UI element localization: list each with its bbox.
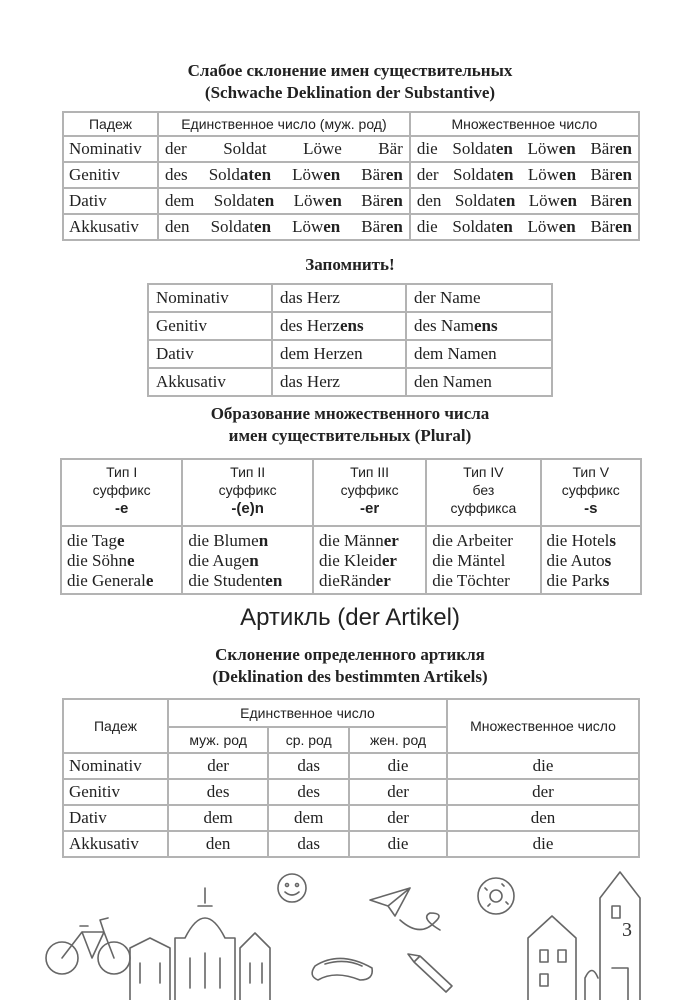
word-form: Soldaten	[208, 165, 272, 184]
table-row	[63, 753, 639, 779]
table-row	[63, 188, 639, 214]
word-form: Soldaten	[213, 191, 275, 210]
word-form: Bären	[361, 191, 403, 210]
table-row	[148, 312, 552, 340]
word-form: Soldaten	[452, 165, 514, 184]
plural-example: die Blumen	[188, 531, 269, 550]
plural-examples	[426, 526, 540, 594]
word-form: den Namen	[414, 372, 492, 391]
word-form: Löwen	[292, 217, 341, 236]
word-cell	[406, 312, 552, 340]
article-feminine: der	[349, 779, 447, 805]
article-title	[0, 644, 700, 688]
article-neuter: das	[268, 753, 349, 779]
table-row	[148, 284, 552, 312]
plural-example: die Autos	[546, 551, 612, 570]
article-feminine: der	[349, 805, 447, 831]
word-form: Bären	[590, 191, 632, 210]
header-feminine: жен. род	[349, 727, 447, 753]
plural-examples	[61, 526, 182, 594]
word-form: das Herz	[280, 288, 340, 307]
plural-table	[60, 458, 642, 595]
weak-title-ru: Слабое склонение имен существительных	[187, 61, 513, 80]
plural-example: die Generale	[67, 571, 154, 590]
case-label: Genitiv	[148, 312, 272, 340]
case-label: Dativ	[63, 188, 158, 214]
plural-type-header: Тип I суффикс -e	[61, 459, 182, 526]
case-label: Genitiv	[63, 162, 158, 188]
case-label: Akkusativ	[63, 831, 168, 857]
word-cell	[272, 284, 406, 312]
header-neuter: ср. род	[268, 727, 349, 753]
building-icon	[130, 888, 270, 1000]
word-form: Löwen	[527, 165, 577, 184]
plural-example: die Parks	[546, 571, 610, 590]
word-form: den	[416, 191, 442, 210]
singular-cell	[158, 162, 410, 188]
word-form: Soldaten	[454, 191, 516, 210]
pencil-icon	[408, 954, 452, 992]
article-table	[62, 698, 640, 858]
singular-cell	[158, 188, 410, 214]
case-label: Akkusativ	[63, 214, 158, 240]
plural-cell	[410, 162, 639, 188]
case-label: Nominativ	[148, 284, 272, 312]
word-form: Bären	[590, 165, 632, 184]
word-form: der	[165, 139, 187, 158]
plural-example: die Söhne	[67, 551, 135, 570]
smiley-icon	[278, 874, 306, 902]
case-label: Nominativ	[63, 136, 158, 162]
article-title-de: (Deklination des bestimmten Artikels)	[212, 667, 488, 686]
article-title-ru: Склонение определенного артикля	[215, 645, 485, 664]
word-form: Löwe	[303, 139, 342, 158]
header-singular: Единственное число (муж. род)	[158, 112, 410, 136]
table-row	[148, 340, 552, 368]
word-cell	[272, 340, 406, 368]
plural-type-header: Тип III суффикс -er	[313, 459, 426, 526]
bicycle-icon	[46, 918, 130, 974]
hotdog-icon	[312, 958, 372, 980]
word-form: Bär	[378, 139, 403, 158]
article-neuter: dem	[268, 805, 349, 831]
word-cell	[406, 368, 552, 396]
plural-example: die Tage	[67, 531, 125, 550]
plural-example: dieRänder	[319, 571, 391, 590]
article-feminine: die	[349, 753, 447, 779]
plural-cell	[410, 136, 639, 162]
word-form: des Herzens	[280, 316, 364, 335]
header-masculine: муж. род	[168, 727, 268, 753]
article-plural: den	[447, 805, 639, 831]
article-feminine: die	[349, 831, 447, 857]
table-row	[63, 805, 639, 831]
word-form: Soldaten	[452, 139, 513, 158]
word-form: Bären	[361, 165, 403, 184]
plural-type-header: Тип V суффикс -s	[541, 459, 641, 526]
word-form: Bären	[590, 217, 632, 236]
plural-type-header: Тип IV без суффикса	[426, 459, 540, 526]
word-form: dem	[165, 191, 195, 210]
article-plural: die	[447, 831, 639, 857]
table-row	[148, 368, 552, 396]
page-number: 3	[622, 919, 632, 941]
case-label: Nominativ	[63, 753, 168, 779]
word-form: den	[165, 217, 190, 236]
header-plural: Множественное число	[447, 699, 639, 753]
plural-cell	[410, 214, 639, 240]
decorative-doodles	[0, 858, 700, 1000]
word-form: die	[416, 217, 438, 236]
article-masculine: dem	[168, 805, 268, 831]
word-form: der	[416, 165, 439, 184]
article-neuter: das	[268, 831, 349, 857]
header-case: Падеж	[63, 112, 158, 136]
weak-declension-title	[0, 60, 700, 104]
plural-example: die Studenten	[188, 571, 283, 590]
word-form: Löwen	[293, 191, 342, 210]
table-row	[63, 831, 639, 857]
weak-title-de: (Schwache Deklination der Substantive)	[204, 83, 496, 102]
word-cell	[406, 340, 552, 368]
donut-icon	[478, 878, 514, 914]
article-plural: die	[447, 753, 639, 779]
plural-example: die Töchter	[432, 571, 510, 590]
plural-examples	[313, 526, 426, 594]
article-masculine: des	[168, 779, 268, 805]
word-form: dem Herzen	[280, 344, 363, 363]
plural-type-header: Тип II суффикс -(e)n	[182, 459, 313, 526]
plural-title-line2: имен существительных (Plural)	[228, 426, 472, 445]
article-masculine: der	[168, 753, 268, 779]
singular-cell	[158, 214, 410, 240]
article-heading: Артикль (der Artikel)	[240, 604, 460, 631]
table-row	[63, 779, 639, 805]
plural-example: die Augen	[188, 551, 259, 570]
word-form: dem Namen	[414, 344, 497, 363]
article-neuter: des	[268, 779, 349, 805]
word-cell	[272, 368, 406, 396]
article-plural: der	[447, 779, 639, 805]
case-label: Akkusativ	[148, 368, 272, 396]
header-singular: Единственное число	[168, 699, 447, 727]
word-form: des	[165, 165, 188, 184]
plural-example: die Arbeiter	[432, 531, 513, 550]
plural-example: die Kleider	[319, 551, 397, 570]
word-form: Soldat	[223, 139, 267, 158]
case-label: Genitiv	[63, 779, 168, 805]
word-form: Löwen	[527, 217, 576, 236]
plural-title	[0, 403, 700, 447]
word-form: Soldaten	[452, 217, 513, 236]
table-row	[63, 136, 639, 162]
word-form: Soldaten	[210, 217, 272, 236]
table-row	[63, 162, 639, 188]
remember-table	[147, 283, 553, 397]
word-form: des Namens	[414, 316, 498, 335]
word-form: die	[416, 139, 438, 158]
plural-title-line1: Образование множественного числа	[210, 404, 490, 423]
case-label: Dativ	[63, 805, 168, 831]
plural-example: die Männer	[319, 531, 399, 550]
plural-examples	[541, 526, 641, 594]
word-form: Bären	[590, 139, 632, 158]
word-cell	[406, 284, 552, 312]
word-form: Löwen	[527, 139, 576, 158]
word-form: das Herz	[280, 372, 340, 391]
word-form: Löwen	[528, 191, 577, 210]
header-case: Падеж	[63, 699, 168, 753]
case-label: Dativ	[148, 340, 272, 368]
word-form: Löwen	[292, 165, 341, 184]
singular-cell	[158, 136, 410, 162]
remember-title: Запомнить!	[305, 255, 395, 274]
paper-plane-icon	[370, 888, 440, 930]
plural-examples	[182, 526, 313, 594]
word-form: Bären	[361, 217, 403, 236]
table-row	[63, 214, 639, 240]
word-form: der Name	[414, 288, 481, 307]
weak-declension-table	[62, 111, 640, 241]
plural-example: die Mäntel	[432, 551, 506, 570]
plural-example: die Hotels	[546, 531, 616, 550]
word-cell	[272, 312, 406, 340]
article-masculine: den	[168, 831, 268, 857]
plural-cell	[410, 188, 639, 214]
header-plural: Множественное число	[410, 112, 639, 136]
